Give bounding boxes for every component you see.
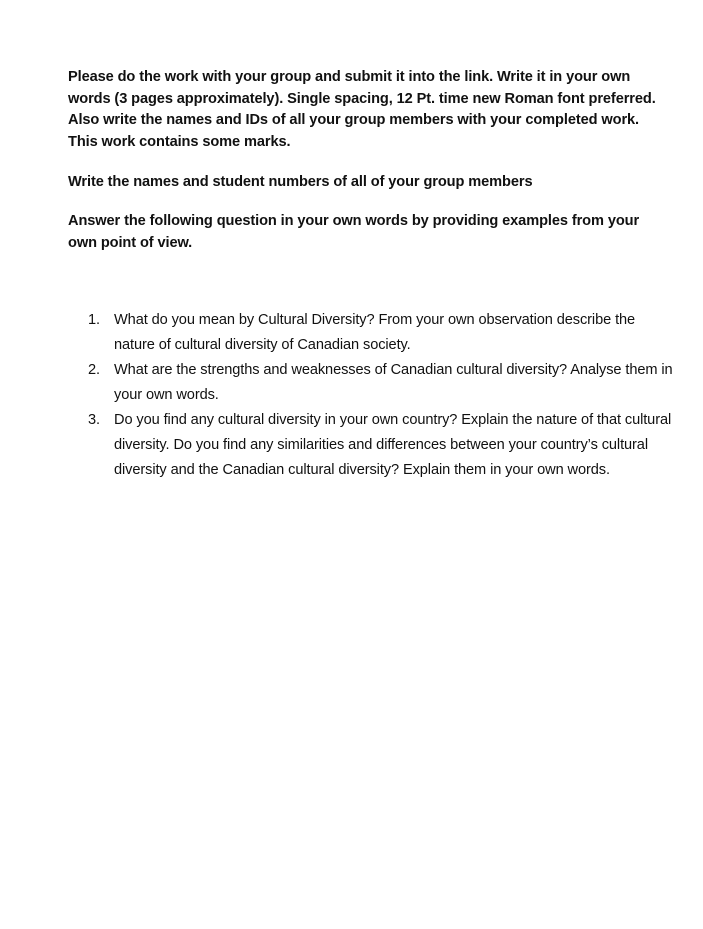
question-item	[88, 358, 673, 408]
question-list	[88, 308, 673, 483]
question-text: What are the strengths and weaknesses of Canadian cultural diversity? Analyse them in your own words.	[114, 362, 673, 403]
question-number: 1.	[88, 312, 100, 328]
instructions-paragraph: Please do the work with your group and submit it into the link. Write it in your own words (3 pages approximately). Single spacing, 12 Pt. time new Roman font preferred. Also write the names and IDs of all your group members with your completed work. This work contains some marks.	[68, 69, 656, 150]
question-number: 3.	[88, 412, 100, 428]
group-members-instruction: Write the names and student numbers of all of your group members	[68, 174, 533, 190]
question-text: Do you find any cultural diversity in your own country? Explain the nature of that cultural diversity. Do you find any similarities and differences between your country’s cultural diversity and the Canadian cultural diversity? Explain them in your own words.	[114, 412, 672, 478]
question-text: What do you mean by Cultural Diversity? From your own observation describe the nature of cultural diversity of Canadian society.	[114, 312, 636, 353]
answer-prompt: Answer the following question in your own words by providing examples from your own point of view.	[68, 213, 640, 251]
question-number: 2.	[88, 362, 100, 378]
question-item	[88, 408, 673, 483]
question-item	[88, 308, 673, 358]
